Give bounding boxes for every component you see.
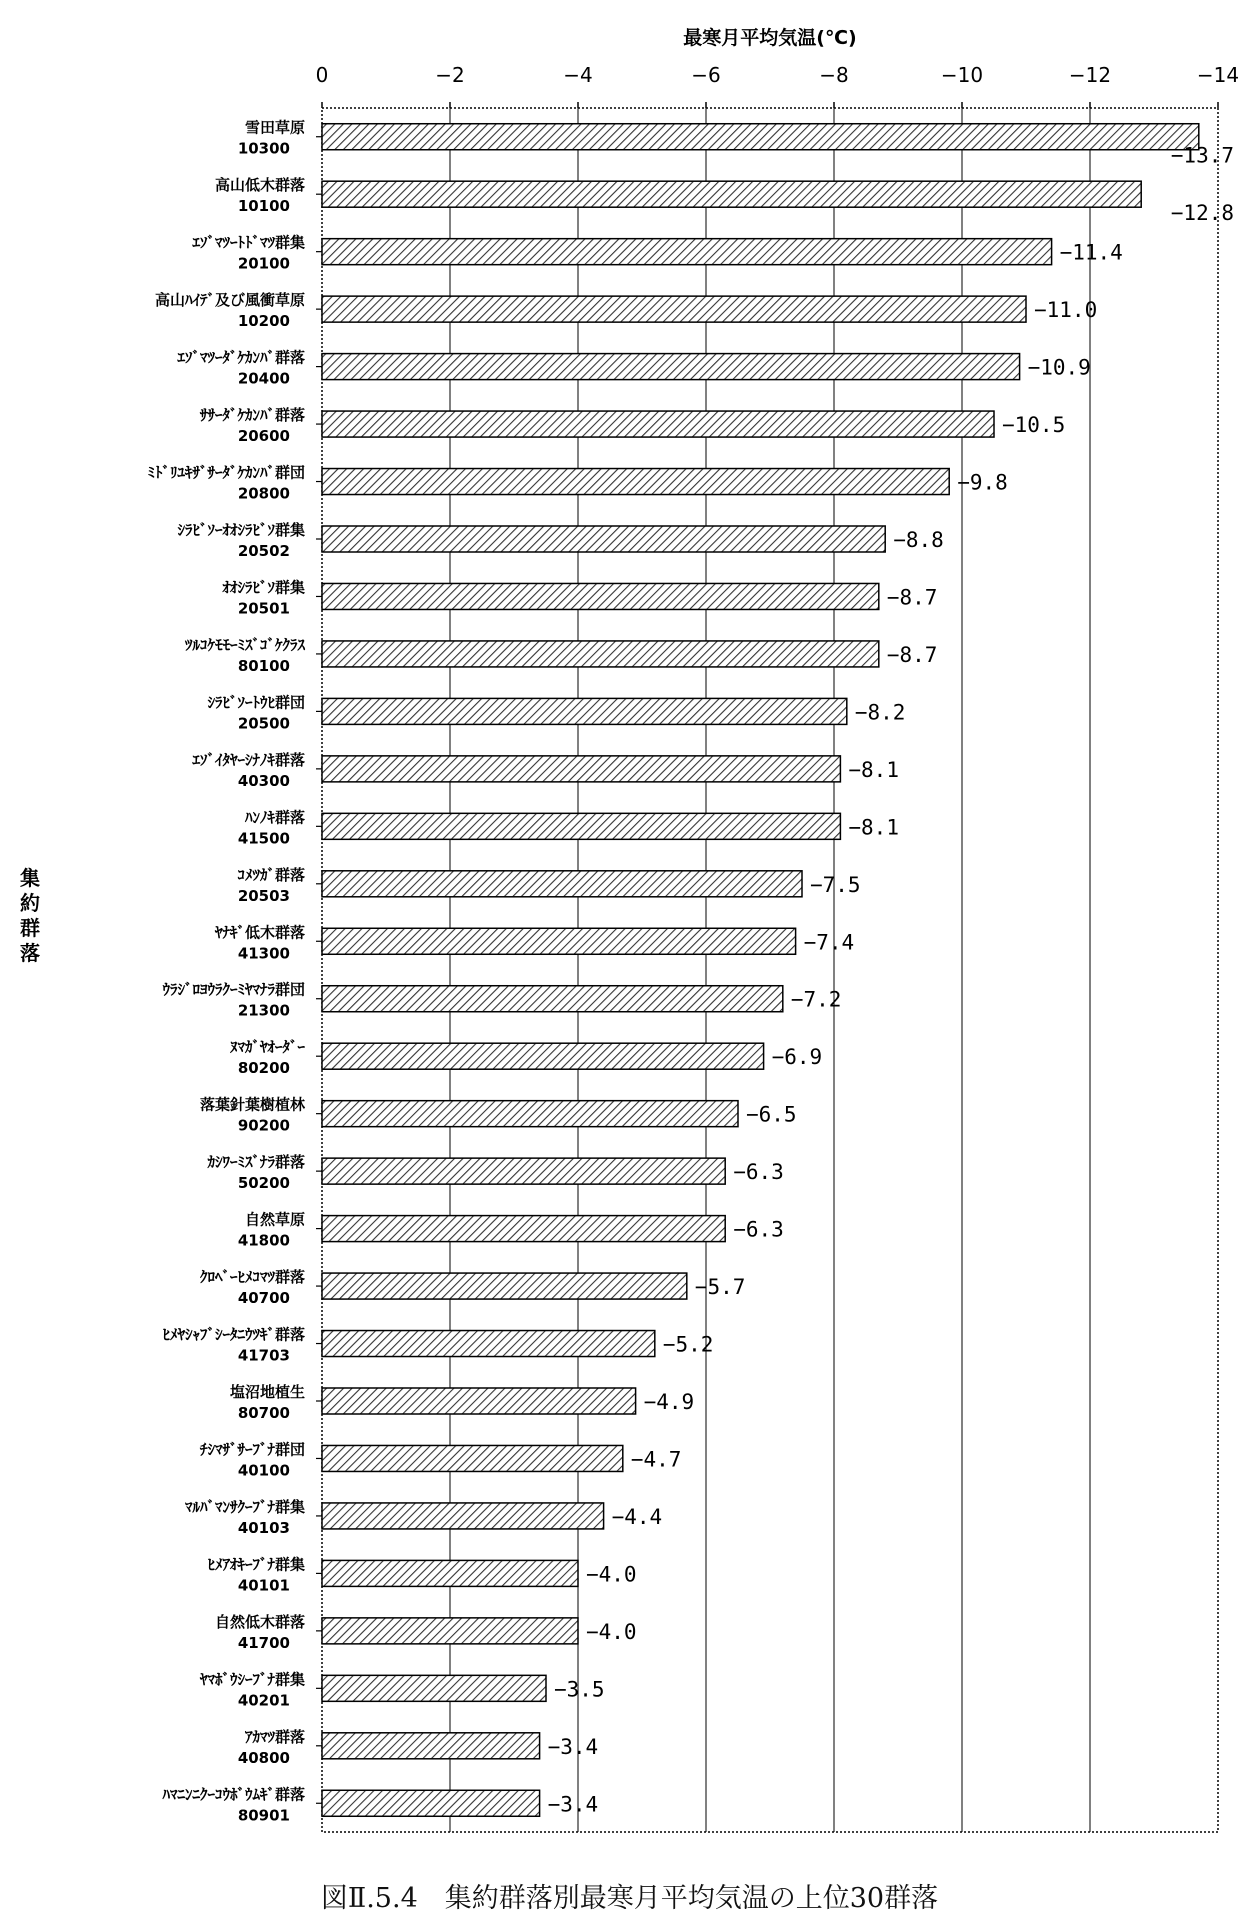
category-label: ｼﾗﾋﾞｿｰﾄｳﾋ群団	[207, 693, 305, 712]
data-label: −8.2	[854, 700, 906, 725]
data-label: −3.5	[554, 1677, 605, 1702]
figure-caption: 図Ⅱ.5.4 集約群落別最寒月平均気温の上位30群落	[320, 1883, 939, 1914]
data-label: −12.8	[1170, 201, 1234, 226]
bar	[322, 1043, 764, 1069]
x-tick-label: −8	[819, 63, 849, 87]
category-code: 40103	[237, 1518, 290, 1537]
bar	[322, 239, 1052, 265]
bar	[322, 296, 1026, 322]
category-code: 10300	[237, 139, 290, 158]
bar	[322, 1273, 687, 1299]
bar	[322, 411, 994, 437]
x-tick-label: −4	[563, 63, 593, 87]
data-label: −7.4	[803, 930, 855, 955]
category-label: ﾋﾒﾔｼｬﾌﾞｼｰﾀﾆｳﾂｷﾞ群落	[162, 1325, 305, 1344]
category-label: ﾊﾝﾉｷ群落	[244, 808, 305, 827]
bar	[322, 698, 847, 724]
category-label: 高山ﾊｲﾃﾞ及び風衝草原	[154, 291, 305, 310]
category-code: 50200	[237, 1174, 290, 1193]
category-code: 40201	[237, 1691, 290, 1710]
category-label: ﾐﾄﾞﾘﾕｷｻﾞｻｰﾀﾞｹｶﾝﾊﾞ群団	[147, 463, 305, 482]
category-code: 10100	[237, 197, 290, 216]
x-tick-label: −10	[940, 63, 984, 87]
bar	[322, 1101, 738, 1127]
bar	[322, 1733, 540, 1759]
category-code: 41300	[237, 944, 290, 963]
category-label: 雪田草原	[244, 118, 305, 137]
data-label: −5.2	[662, 1332, 714, 1357]
category-code: 20100	[237, 254, 290, 273]
bar	[322, 928, 796, 954]
category-label: ｱｶﾏﾂ群落	[244, 1727, 305, 1746]
x-tick-label: −6	[691, 63, 721, 87]
bar	[322, 1790, 540, 1816]
y-axis-title: 集約群落	[20, 866, 40, 965]
bar	[322, 1560, 578, 1586]
category-code: 10200	[237, 312, 290, 331]
bar	[322, 1158, 725, 1184]
category-label: ｵｵｼﾗﾋﾞｿ群集	[222, 578, 305, 597]
data-label: −4.0	[586, 1562, 637, 1587]
data-label: −8.1	[848, 757, 899, 782]
category-label: ﾔﾏﾎﾞｳｼｰﾌﾞﾅ群集	[199, 1670, 305, 1689]
bar	[322, 1388, 636, 1414]
category-code: 80901	[237, 1806, 290, 1825]
bar	[322, 1445, 623, 1471]
data-label: −10.5	[1002, 413, 1066, 438]
x-tick-label: −2	[435, 63, 465, 87]
data-label: −13.7	[1170, 143, 1234, 168]
bar	[322, 641, 879, 667]
category-code: 80100	[237, 656, 290, 675]
category-code: 20503	[237, 886, 290, 905]
data-label: −9.8	[957, 470, 1008, 495]
category-code: 41500	[237, 829, 290, 848]
data-label: −8.7	[886, 585, 938, 610]
category-label: ﾇﾏｶﾞﾔｵｰﾀﾞｰ	[229, 1038, 305, 1057]
category-label: ｴｿﾞｲﾀﾔｰｼﾅﾉｷ群落	[192, 750, 305, 769]
category-label: ｼﾗﾋﾞｿｰｵｵｼﾗﾋﾞｿ群集	[177, 521, 305, 539]
data-label: −7.2	[790, 987, 842, 1012]
bar	[322, 1331, 655, 1357]
bar	[322, 124, 1199, 150]
value-labels	[548, 144, 1234, 1817]
bar	[322, 583, 879, 609]
data-label: −4.0	[586, 1619, 637, 1644]
bar	[322, 986, 783, 1012]
data-label: −4.7	[630, 1447, 682, 1472]
x-tick-label: −12	[1068, 63, 1112, 87]
x-tick-label: −14	[1196, 63, 1240, 87]
category-code: 20500	[237, 714, 290, 733]
category-code: 20502	[237, 542, 290, 560]
category-code: 20600	[237, 427, 290, 446]
bar	[322, 181, 1141, 207]
data-label: −3.4	[547, 1792, 599, 1817]
category-label: 落葉針葉樹植林	[199, 1095, 305, 1114]
data-label: −11.4	[1059, 240, 1123, 265]
category-code: 41703	[237, 1346, 290, 1365]
bar	[322, 756, 840, 782]
category-code: 80200	[237, 1059, 290, 1078]
bar	[322, 526, 885, 552]
bar	[322, 1618, 578, 1644]
data-label: −11.0	[1034, 298, 1098, 323]
category-label: 塩沼地植生	[229, 1383, 305, 1401]
category-label: ｶｼﾜｰﾐｽﾞﾅﾗ群落	[207, 1153, 305, 1172]
bar	[322, 871, 802, 897]
data-label: −5.7	[694, 1275, 746, 1300]
category-label: ｴｿﾞﾏﾂｰﾀﾞｹｶﾝﾊﾞ群落	[177, 348, 305, 367]
category-label: ｴｿﾞﾏﾂｰﾄﾄﾞﾏﾂ群集	[192, 233, 305, 252]
data-label: −6.5	[746, 1102, 797, 1127]
data-label: −7.5	[810, 872, 861, 897]
category-label: ﾔﾅｷﾞ低木群落	[214, 923, 305, 942]
data-label: −4.4	[611, 1504, 663, 1529]
category-label: 自然低木群落	[214, 1612, 305, 1631]
category-label: ﾏﾙﾊﾞﾏﾝｻｸｰﾌﾞﾅ群集	[184, 1497, 305, 1516]
category-label: ｻｻｰﾀﾞｹｶﾝﾊﾞ群落	[199, 406, 305, 425]
category-label: ﾂﾙｺｹﾓﾓｰﾐｽﾞｺﾞｹｸﾗｽ	[184, 635, 305, 654]
category-label: ﾋﾒｱｵｷｰﾌﾞﾅ群集	[207, 1555, 305, 1574]
category-code: 80700	[237, 1404, 290, 1422]
bar	[322, 813, 840, 839]
category-label: 自然草原	[244, 1210, 305, 1229]
data-label: −4.9	[643, 1390, 695, 1414]
category-code: 20800	[237, 484, 290, 503]
category-label: 高山低木群落	[214, 176, 305, 195]
bar	[322, 1503, 604, 1529]
bar	[322, 1675, 546, 1701]
category-label: ｺﾒﾂｶﾞ群落	[237, 865, 305, 884]
category-code: 40700	[237, 1289, 290, 1308]
x-tick-label: 0	[315, 63, 329, 87]
x-axis-title: 最寒月平均気温(℃)	[683, 27, 857, 49]
x-axis-ticks	[316, 63, 1239, 108]
category-labels	[147, 119, 306, 1825]
category-code: 90200	[237, 1116, 290, 1135]
category-code: 40101	[237, 1576, 290, 1595]
category-code: 21300	[237, 1001, 290, 1020]
data-label: −6.3	[733, 1217, 784, 1242]
category-code: 20400	[237, 369, 290, 388]
category-label: ｸﾛﾍﾞｰﾋﾒｺﾏﾂ群落	[199, 1268, 305, 1287]
category-code: 40100	[237, 1461, 290, 1480]
category-code: 40800	[237, 1748, 290, 1767]
category-code: 41700	[237, 1633, 290, 1652]
category-label: ｳﾗｼﾞﾛﾖｳﾗｸｰﾐﾔﾏﾅﾗ群団	[162, 980, 305, 999]
data-label: −6.9	[771, 1045, 823, 1070]
category-code: 20501	[237, 599, 290, 618]
data-label: −10.9	[1027, 355, 1091, 380]
category-label: ﾁｼﾏｻﾞｻｰﾌﾞﾅ群団	[199, 1440, 305, 1459]
category-label: ﾊﾏﾆﾝﾆｸｰｺｳﾎﾞｳﾑｷﾞ群落	[162, 1785, 305, 1804]
data-label: −8.8	[893, 528, 944, 552]
bar	[322, 1216, 725, 1242]
data-label: −8.1	[848, 815, 899, 840]
bar	[322, 354, 1020, 380]
bar	[322, 469, 949, 495]
category-code: 40300	[237, 771, 290, 790]
category-code: 41800	[237, 1231, 290, 1250]
data-label: −3.4	[547, 1734, 599, 1759]
data-label: −6.3	[733, 1160, 784, 1185]
data-label: −8.7	[886, 642, 938, 667]
